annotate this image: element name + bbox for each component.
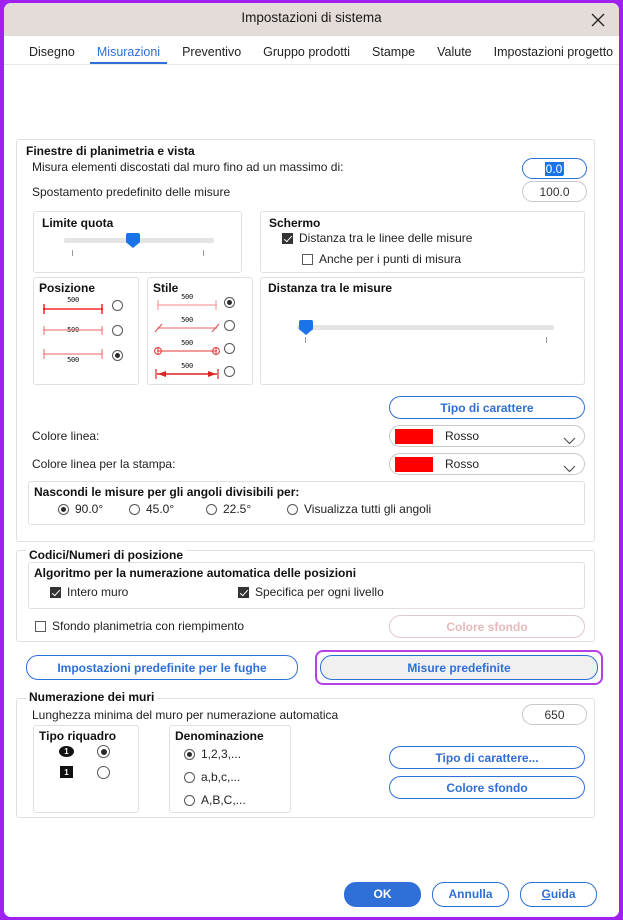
tipo-riquadro-option-square[interactable]: [59, 765, 129, 781]
radio-tipo-riquadro-ellipse[interactable]: [97, 745, 110, 758]
stile-option-slash[interactable]: [154, 316, 248, 336]
slider-tick-max: [203, 250, 204, 256]
dialog-content: [4, 65, 619, 871]
sfondo-planimetria-label: Sfondo planimetria con riempimento: [52, 619, 245, 633]
measures-defaults-highlight: [315, 650, 603, 685]
window-title: Impostazioni di sistema: [241, 10, 382, 25]
radio-stile-arrow[interactable]: [224, 366, 235, 377]
angolo-90-label: 90.0°: [75, 502, 104, 516]
denominazione-option-numbers[interactable]: [184, 747, 241, 761]
dim-icon-circle: [154, 339, 220, 359]
radio-stile-slash[interactable]: [224, 320, 235, 331]
distanza-misure-title: Distanza tra le misure: [268, 281, 393, 295]
print-color-swatch: [395, 457, 433, 472]
measures-defaults-button[interactable]: Misure predefinite: [320, 655, 598, 680]
checkbox-distanza-linee[interactable]: [282, 233, 293, 244]
min-length-label: Lunghezza minima del muro per numerazione automatica: [32, 708, 339, 722]
default-offset-value: 100.0: [539, 184, 570, 199]
checkbox-anche-punti[interactable]: [302, 254, 313, 265]
max-distance-label: Misura elementi discostati dal muro fino ad un massimo di:: [32, 160, 344, 174]
line-color-label: Colore linea:: [32, 429, 100, 443]
line-color-select[interactable]: [389, 425, 585, 447]
wall-bg-color-button[interactable]: Colore sfondo: [389, 776, 585, 799]
max-distance-value: 0.0: [545, 161, 563, 176]
posizione-option-3[interactable]: [40, 345, 134, 367]
cancel-button[interactable]: Annulla: [432, 882, 509, 907]
badge-square-icon: 1: [60, 766, 73, 778]
posizione-title: Posizione: [39, 281, 96, 295]
tipo-riquadro-option-ellipse[interactable]: [59, 745, 129, 761]
radio-angolo-90[interactable]: [58, 504, 69, 515]
specifica-livello-label: Specifica per ogni livello: [255, 585, 384, 599]
dim-icon-middle: [40, 321, 106, 341]
denominazione-lower-label: a,b,c,...: [201, 770, 241, 784]
radio-posizione-below[interactable]: [112, 350, 123, 361]
dim-label: 500: [181, 316, 193, 324]
line-color-value: Rosso: [445, 429, 480, 443]
help-accesskey: G: [541, 887, 551, 901]
denominazione-numbers-label: 1,2,3,...: [201, 747, 242, 761]
radio-stile-tick[interactable]: [224, 297, 235, 308]
line-color-swatch: [395, 429, 433, 444]
radio-denominazione-lower[interactable]: [184, 772, 195, 783]
tab-impostazioni-progetto[interactable]: Impostazioni progetto: [493, 45, 614, 59]
schermo-option-punti[interactable]: [302, 252, 461, 266]
group-plan-view-title: Finestre di planimetria e vista: [26, 144, 195, 158]
angolo-option-90[interactable]: [58, 502, 103, 516]
tab-disegno[interactable]: Disegno: [29, 45, 75, 59]
intero-muro-label: Intero muro: [67, 585, 129, 599]
print-color-label: Colore linea per la stampa:: [32, 457, 176, 471]
tipo-riquadro-title: Tipo riquadro: [39, 729, 117, 743]
algoritmo-option-specifica-livello[interactable]: [238, 585, 384, 599]
tab-misurazioni[interactable]: Misurazioni: [86, 45, 171, 64]
stile-option-tick[interactable]: [154, 293, 248, 313]
default-offset-input[interactable]: [522, 181, 587, 202]
stile-option-arrow[interactable]: [154, 362, 248, 382]
radio-angolo-45[interactable]: [129, 504, 140, 515]
tab-preventivo[interactable]: Preventivo: [182, 45, 242, 59]
angolo-option-all[interactable]: [287, 502, 431, 516]
joints-defaults-button[interactable]: Impostazioni predefinite per le fughe: [26, 655, 298, 680]
print-color-value: Rosso: [445, 457, 480, 471]
schermo-option1-label: Distanza tra le linee delle misure: [299, 231, 473, 245]
dim-icon-tick: [154, 293, 220, 313]
dim-label: 500: [67, 296, 79, 304]
denominazione-option-upper[interactable]: [184, 793, 246, 807]
radio-posizione-middle[interactable]: [112, 325, 123, 336]
angolo-option-45[interactable]: [129, 502, 174, 516]
slider-tick-min: [305, 337, 306, 343]
algoritmo-title: Algoritmo per la numerazione automatica delle posizioni: [34, 566, 357, 580]
dim-label: 500: [67, 326, 79, 334]
ok-button[interactable]: OK: [344, 882, 421, 907]
schermo-option2-label: Anche per i punti di misura: [319, 252, 462, 266]
angolo-45-label: 45.0°: [146, 502, 175, 516]
numerazione-muri-title: Numerazione dei muri: [26, 690, 157, 704]
angolo-option-22[interactable]: [206, 502, 251, 516]
tab-bar: [4, 36, 619, 65]
radio-denominazione-numbers[interactable]: [184, 749, 195, 760]
schermo-option-distanza[interactable]: [282, 231, 472, 245]
posizione-option-1[interactable]: [40, 295, 134, 317]
colore-sfondo-button-disabled: Colore sfondo: [389, 615, 585, 638]
tab-valute[interactable]: Valute: [437, 45, 472, 59]
help-label-rest: uida: [550, 887, 576, 901]
dim-icon-below: [40, 346, 106, 366]
stile-option-circle[interactable]: [154, 339, 248, 359]
denominazione-title: Denominazione: [175, 729, 264, 743]
wall-font-type-button[interactable]: Tipo di carattere...: [389, 746, 585, 769]
dim-icon-above: [40, 296, 106, 316]
checkbox-specifica-livello[interactable]: [238, 587, 249, 598]
radio-tipo-riquadro-square[interactable]: [97, 766, 110, 779]
radio-angolo-all[interactable]: [287, 504, 298, 515]
close-icon[interactable]: [587, 9, 609, 31]
stile-title: Stile: [153, 281, 179, 295]
checkbox-intero-muro[interactable]: [50, 587, 61, 598]
slider-tick-max: [546, 337, 547, 343]
limite-quota-slider[interactable]: [64, 238, 214, 243]
posizione-option-2[interactable]: [40, 320, 134, 342]
checkbox-sfondo-planimetria[interactable]: [35, 621, 46, 632]
schermo-title: Schermo: [269, 216, 321, 230]
dim-icon-slash: [154, 316, 220, 336]
radio-denominazione-upper[interactable]: [184, 795, 195, 806]
sfondo-planimetria-option[interactable]: [35, 619, 244, 633]
settings-dialog: [4, 3, 619, 917]
limite-quota-title: Limite quota: [42, 216, 114, 230]
slider-track: [297, 325, 554, 330]
denominazione-upper-label: A,B,C,...: [201, 793, 246, 807]
help-button[interactable]: [520, 882, 597, 907]
radio-stile-circle[interactable]: [224, 343, 235, 354]
dim-label: 500: [181, 362, 193, 370]
dialog-footer: [4, 871, 619, 917]
max-distance-input[interactable]: [522, 158, 587, 179]
dim-icon-arrow: [154, 362, 220, 382]
distanza-misure-slider[interactable]: [297, 325, 554, 330]
title-bar: [4, 3, 619, 36]
min-length-value: 650: [544, 707, 565, 722]
font-type-button[interactable]: Tipo di carattere: [389, 396, 585, 419]
algoritmo-option-intero-muro[interactable]: [50, 585, 128, 599]
dim-label: 500: [181, 293, 193, 301]
default-offset-label: Spostamento predefinito delle misure: [32, 185, 231, 199]
denominazione-option-lower[interactable]: [184, 770, 240, 784]
angolo-22-label: 22.5°: [223, 502, 252, 516]
chevron-down-icon: [563, 460, 576, 468]
angoli-title: Nascondi le misure per gli angoli divisibili per:: [34, 485, 300, 499]
chevron-down-icon: [563, 432, 576, 440]
dim-label: 500: [67, 356, 79, 364]
codici-title: Codici/Numeri di posizione: [26, 548, 186, 562]
radio-angolo-22[interactable]: [206, 504, 217, 515]
badge-ellipse-icon: 1: [59, 746, 74, 757]
radio-posizione-above[interactable]: [112, 300, 123, 311]
tab-stampe[interactable]: Stampe: [372, 45, 416, 59]
tab-gruppo-prodotti[interactable]: Gruppo prodotti: [263, 45, 351, 59]
angolo-all-label: Visualizza tutti gli angoli: [304, 502, 432, 516]
slider-tick-min: [72, 250, 73, 256]
print-color-select[interactable]: [389, 453, 585, 475]
dim-label: 500: [181, 339, 193, 347]
min-length-input[interactable]: [522, 704, 587, 725]
